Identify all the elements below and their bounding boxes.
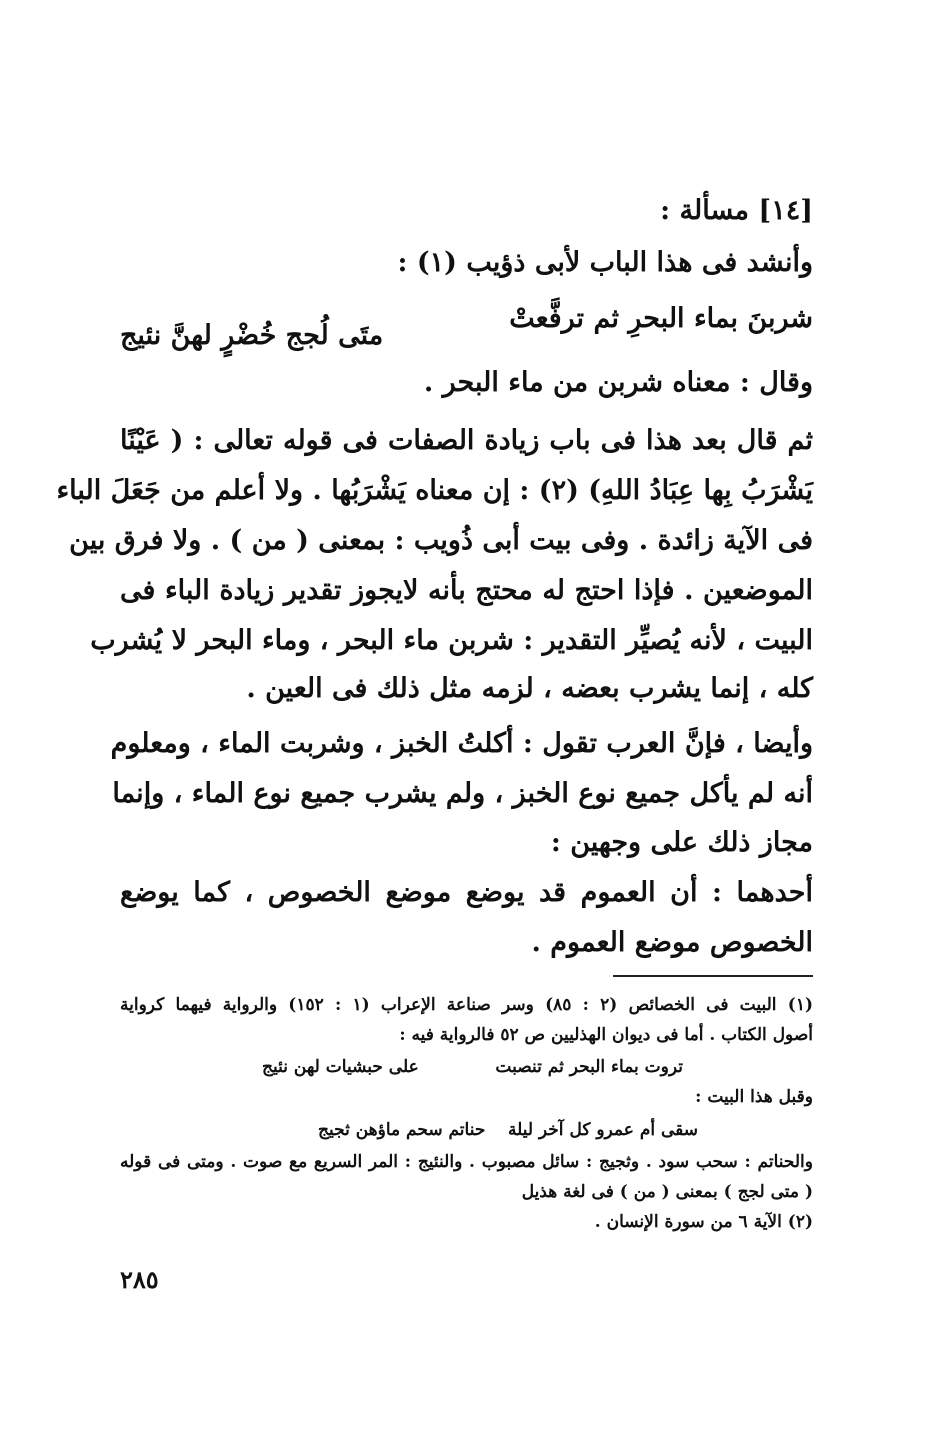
footnote-verse-b-first: سقى أم عمرو كل آخر ليلة	[507, 1120, 698, 1140]
paragraph-line: ثم قال بعد هذا فى باب زيادة الصفات فى قوله تعالى : ( عَيْنًا	[120, 425, 813, 456]
footnote-verse-a-first: تروت بماء البحر ثم تنصبت	[495, 1057, 683, 1077]
comment-line: وقال : معناه شربن من ماء البحر .	[423, 367, 813, 398]
paragraph-line: فى الآية زائدة . وفى بيت أبى ذُويب : بمعنى ( من ) . ولا فرق بين	[69, 525, 813, 556]
footnote-line: (٢) الآية ٦ من سورة الإنسان .	[594, 1212, 813, 1232]
footnote-verse-b-second: حناتم سحم ماؤهن ثجيج	[318, 1120, 486, 1140]
paragraph-line: مجاز ذلك على وجهين :	[550, 827, 813, 858]
paragraph-line: يَشْرَبُ بِها عِبَادُ اللهِ) (٢) : إن معناه يَشْرَبُها . ولا أعلم من جَعَلَ الباء	[56, 475, 813, 506]
paragraph-line: الموضعين . فإذا احتج له محتج بأنه لايجوز تقدير زيادة الباء فى	[120, 575, 813, 606]
page-number: ٢٨٥	[120, 1265, 159, 1294]
section-heading: [١٤] مسألة :	[660, 195, 813, 226]
footnote-line: (١) البيت فى الخصائص (٢ : ٨٥) وسر صناعة الإعراب (١ : ١٥٢) والرواية فيهما كرواية	[120, 995, 813, 1015]
footnote-line: أصول الكتاب . أما فى ديوان الهذليين ص ٥٢ فالرواية فيه :	[399, 1025, 813, 1045]
paragraph-line: أنه لم يأكل جميع نوع الخبز ، ولم يشرب جميع نوع الماء ، وإنما	[112, 778, 813, 809]
verse-second-hemistich: متَى لُجج خُضْرٍ لهنَّ نئيج	[120, 320, 384, 351]
footnote-line: ( متى لجج ) بمعنى ( من ) فى لغة هذيل	[521, 1182, 813, 1202]
paragraph-line: البيت ، لأنه يُصيِّر التقدير : شربن ماء البحر ، وماء البحر لا يُشرب	[90, 625, 813, 656]
footnote-verse-a-second: على حبشيات لهن نئيج	[262, 1057, 419, 1077]
paragraph-line: أحدهما : أن العموم قد يوضع موضع الخصوص ، كما يوضع	[120, 877, 813, 908]
paragraph-line: كله ، إنما يشرب بعضه ، لزمه مثل ذلك فى العين .	[246, 673, 813, 704]
intro-line: وأنشد فى هذا الباب لأبى ذؤيب (١) :	[397, 247, 813, 278]
paragraph-line: الخصوص موضع العموم .	[531, 927, 813, 958]
footnote-line: وقبل هذا البيت :	[695, 1087, 813, 1107]
footnote-line: والحناتم : سحب سود . وثجيج : سائل مصبوب . والنئيج : المر السريع مع صوت . ومتى فى قوله	[120, 1152, 813, 1172]
paragraph-line: وأيضا ، فإنَّ العرب تقول : أكلتُ الخبز ، وشربت الماء ، ومعلوم	[110, 728, 813, 759]
verse-first-hemistich: شربنَ بماء البحرِ ثم ترفَّعتْ	[509, 303, 813, 334]
footnote-separator	[613, 975, 813, 977]
